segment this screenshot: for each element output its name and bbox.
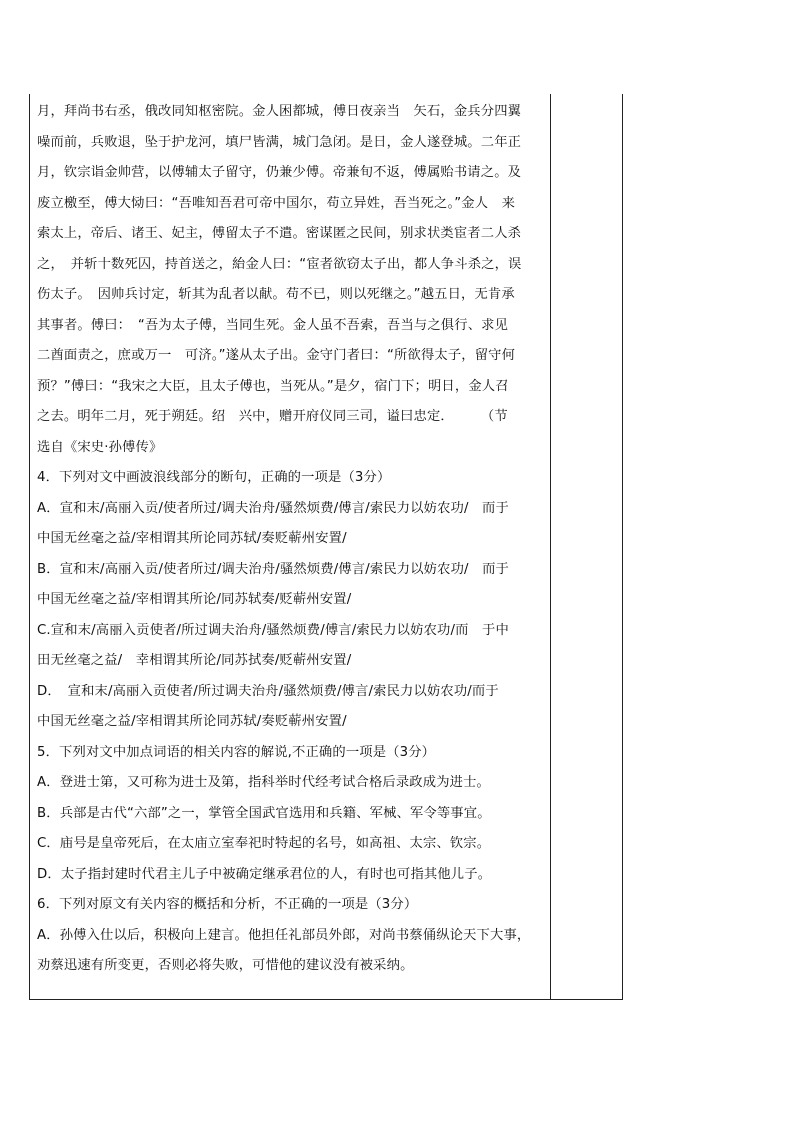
- question-6-option-a-cont: 劝蔡迅速有所变更，否则必将失败，可惜他的建议没有被采纳。: [37, 958, 414, 973]
- question-4-option-c: C.宣和末/高丽入贡使者/所过调夫治舟/骚然烦费/傅言/索民力以妨农功/而 于中: [37, 622, 509, 638]
- text-line: 伤太子。 因帅兵讨定，斩其为乱者以献。苟不已，则以死继之。”越五日，无肯承: [37, 287, 515, 302]
- text-line: 索太上，帝后、诸王、妃主，傅留太子不遣。密谋匿之民间，别求状类宦者二人杀: [37, 226, 522, 241]
- text-line: 预？”傅曰：“我宋之大臣，且太子傅也，当死从。”是夕，宿门下；明日，金人召: [37, 378, 509, 394]
- table-column-divider: [550, 94, 551, 1000]
- text-line: 二酋面责之，庶或万一 可济。”遂从太子出。金守门者曰：“所欲得太子，留守何: [37, 348, 516, 363]
- table-left-border: [29, 94, 30, 1000]
- question-5-option-a: A．登进士第，又可称为进士及第，指科举时代经考试合格后录政成为进士。: [37, 775, 490, 790]
- table-bottom-border: [29, 999, 623, 1000]
- question-5-stem: 5．下列对文中加点词语的相关内容的解说,不正确的一项是（3分）: [37, 744, 436, 760]
- question-4-option-d-cont: 中国无丝毫之益/宰相谓其所论同苏轼/奏贬蕲州安置/: [37, 714, 347, 729]
- question-5-option-d: D．太子指封建时代君主儿子中被确定继承君位的人，有时也可指其他儿子。: [37, 866, 492, 882]
- text-line: 月，拜尚书右丞，俄改同知枢密院。金人困都城，傅日夜亲当 矢石，金兵分四翼: [37, 104, 522, 119]
- question-4-option-d: D． 宣和末/高丽入贡使者/所过调夫治舟/骚然烦费/傅言/索民力以妨农功/而于: [37, 683, 499, 699]
- question-6-stem: 6．下列对原文有关内容的概括和分析，不正确的一项是（3分）: [37, 897, 418, 912]
- text-line: 噪而前，兵败退，坠于护龙河，填尸皆满，城门急闭。是日，金人遂登城。二年正: [37, 134, 522, 150]
- text-line: 废立檄至，傅大恸曰：“吾唯知吾君可帝中国尔，苟立异姓，吾当死之。”金人 来: [37, 195, 516, 211]
- question-5-option-c: C．庙号是皇帝死后，在太庙立室奉祀时特起的名号，如高祖、太宗、钦宗。: [37, 836, 491, 851]
- question-4-option-b: B．宣和末/高丽入贡/使者所过/调夫治舟/骚然烦费/傅言/索民力以妨农功/ 而于: [37, 561, 509, 577]
- question-6-option-a: A．孙傅入仕以后，积极向上建言。他担任礼部员外郎，对尚书蔡俑纵论天下大事，: [37, 927, 531, 943]
- text-line: 月，钦宗诣金帅营，以傅辅太子留守，仍兼少傅。帝兼旬不返，傅属贻书请之。及: [37, 165, 522, 180]
- text-line: 选自《宋史·孙傅传》: [37, 439, 163, 455]
- question-4-option-a: A．宣和末/高丽入贡/使者所过/调夫治舟/骚然烦费/傅言/索民力以妨农功/ 而于: [37, 500, 509, 516]
- document-text: [37, 97, 547, 982]
- text-line: 之， 并斩十数死囚，持首送之，紿金人曰：“宦者欲窃太子出，都人争斗杀之，误: [37, 256, 522, 272]
- question-4-option-b-cont: 中国无丝毫之益/宰相谓其所论/同苏轼奏/贬蕲州安置/: [37, 592, 352, 607]
- question-4-stem: 4．下列对文中画波浪线部分的断句，正确的一项是（3分）: [37, 470, 391, 485]
- question-4-option-c-cont: 田无丝毫之益/ 幸相谓其所论/同苏拭奏/贬蕲州安置/: [37, 653, 352, 668]
- question-5-option-b: B．兵部是古代“六部”之一，掌管全国武官选用和兵籍、军械、军令等事宜。: [37, 805, 491, 821]
- question-4-option-a-cont: 中国无丝毫之益/宰相谓其所论同苏轼/奏贬蕲州安置/: [37, 531, 347, 546]
- table-right-border: [622, 94, 623, 1000]
- text-line: 之去。明年二月，死于朔廷。绍 兴中，赠开府仪同三司，谥曰忠定． （节: [37, 409, 508, 424]
- text-line: 其事者。傅曰： “吾为太子傅，当同生死。金人虽不吾索，吾当与之俱行、求见: [37, 317, 509, 333]
